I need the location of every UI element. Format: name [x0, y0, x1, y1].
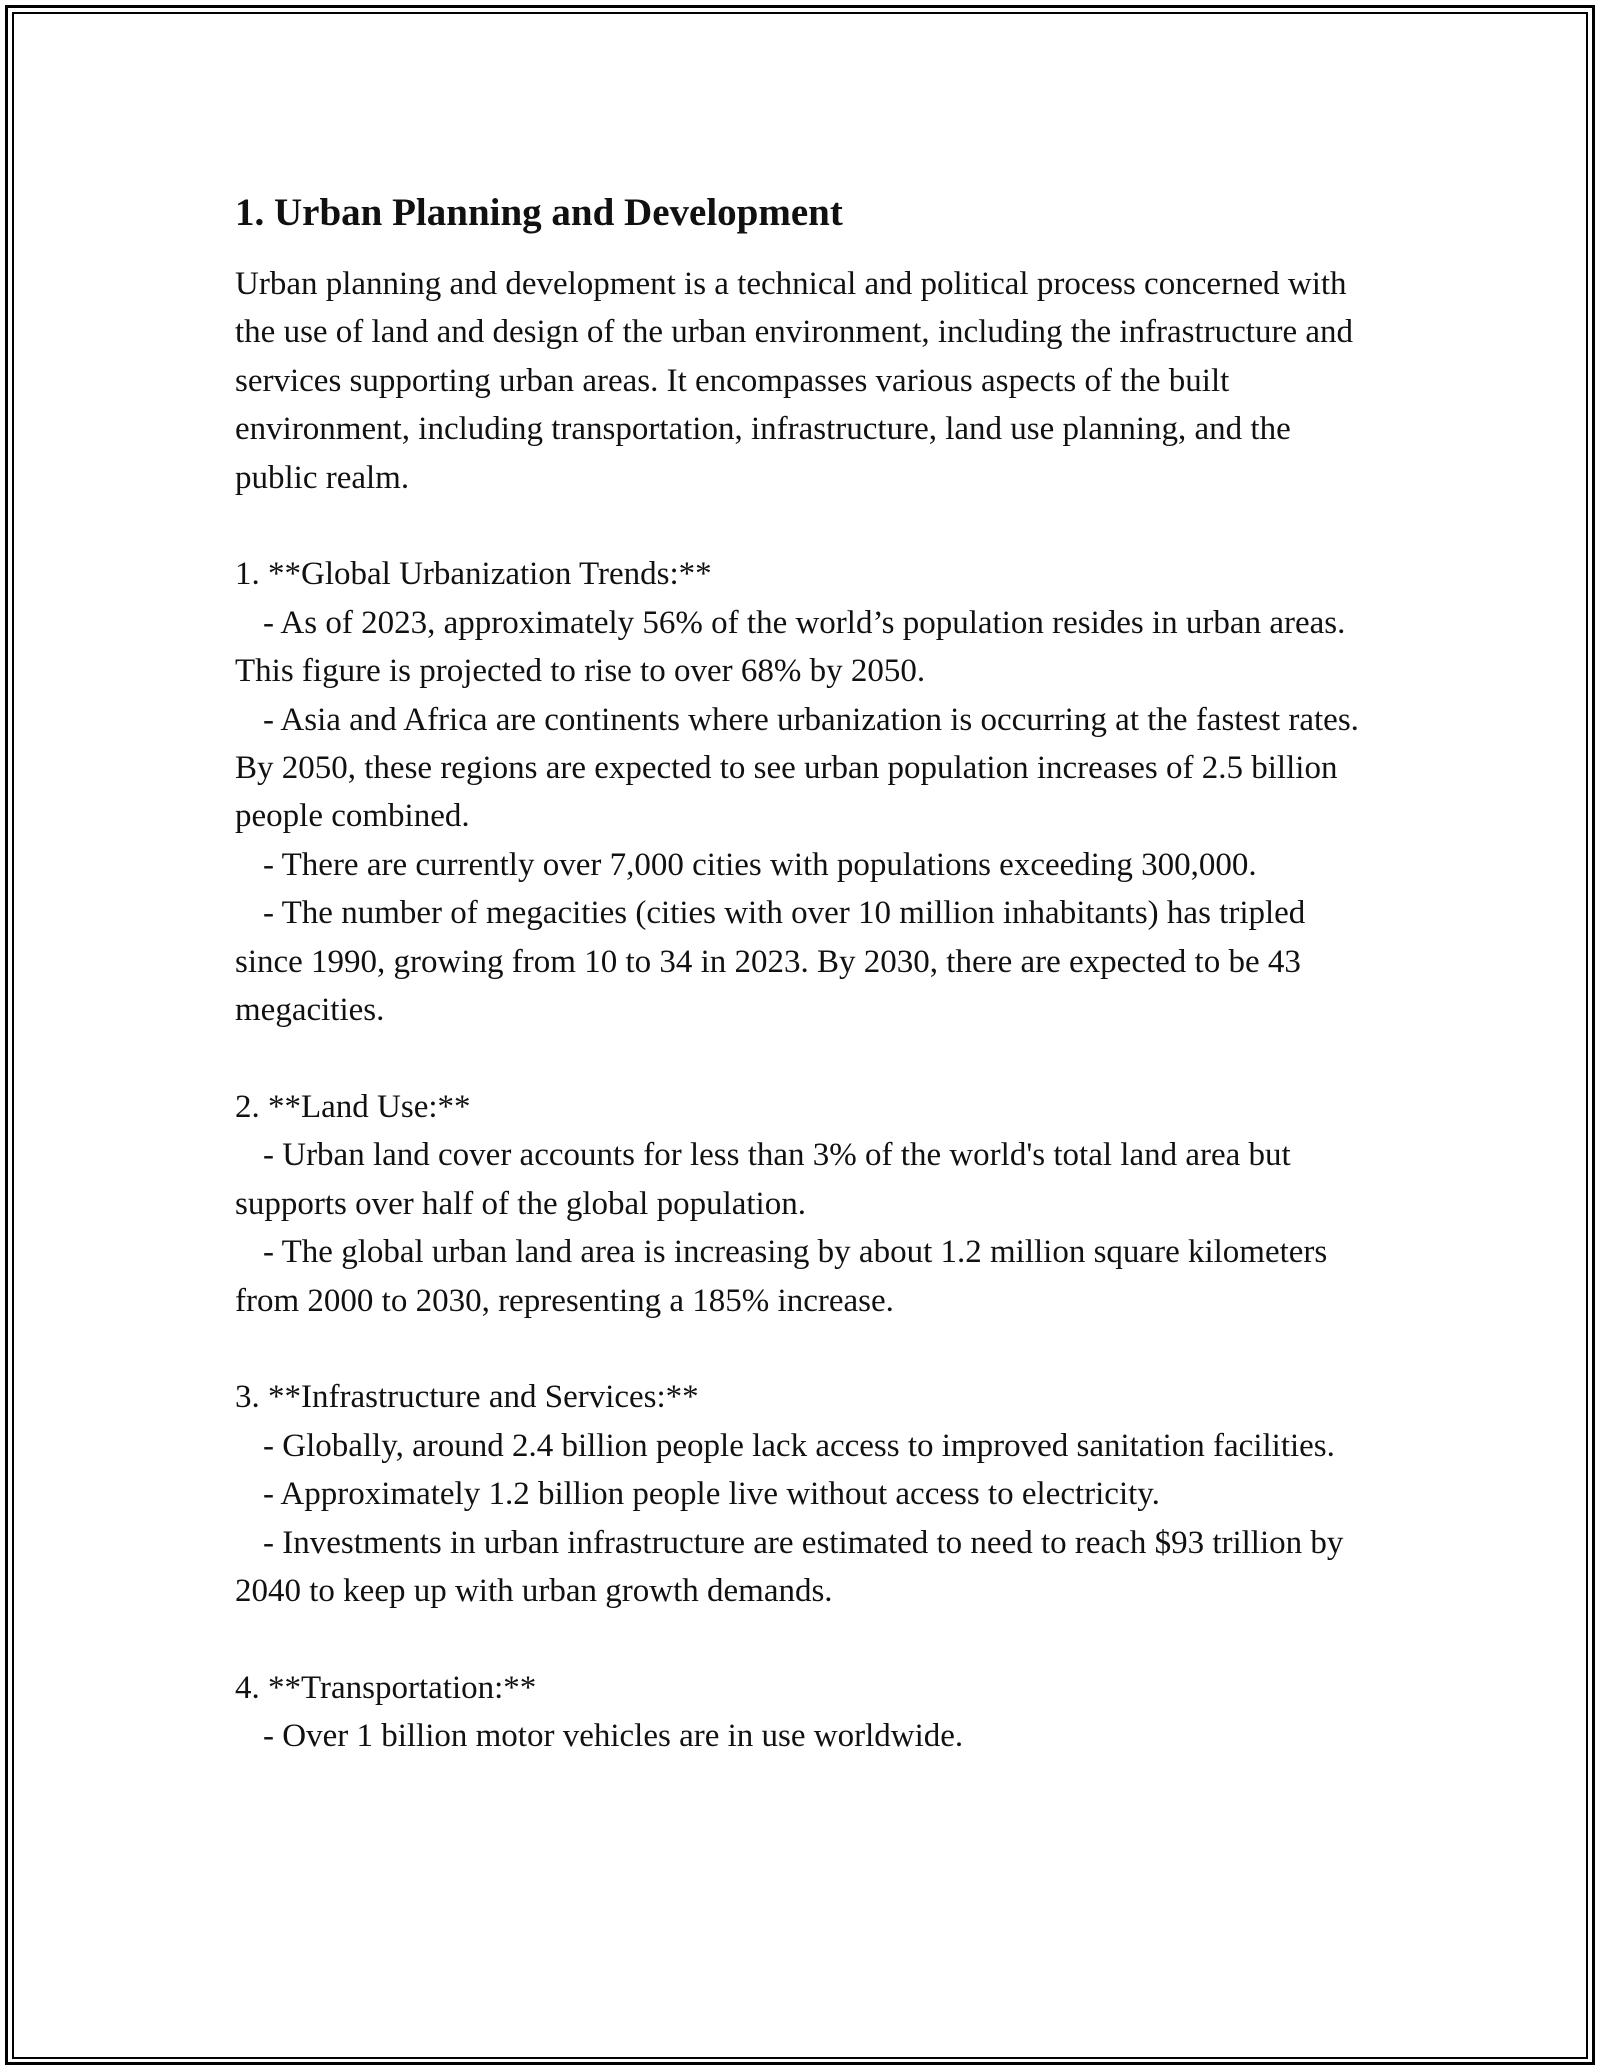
section-heading: 2. **Land Use:**: [235, 1088, 471, 1125]
section-transportation: [235, 1664, 1375, 1761]
bullet-item: - Approximately 1.2 billion people live without access to electricity.: [263, 1476, 1160, 1513]
section-heading: 3. **Infrastructure and Services:**: [235, 1379, 699, 1416]
bullet-item: - Over 1 billion motor vehicles are in use worldwide.: [263, 1718, 964, 1755]
document-body: [235, 186, 1375, 1761]
bullet-item: - The number of megacities (cities with over 10 million inhabitants) has tripled since 1990, growing from 10 to 34 in 2023. By 2030, there are expected to be 43 megacities.: [235, 895, 1306, 1029]
bullet-item: - Asia and Africa are continents where urbanization is occurring at the fastest rates. By 2050, these regions are expected to see urban population increases of 2.5 billion people combined.: [235, 701, 1359, 835]
section-infrastructure-services: [235, 1373, 1375, 1615]
spacer: [235, 1034, 1375, 1082]
bullet-item: - Urban land cover accounts for less than 3% of the world's total land area but supports over half of the global population.: [235, 1137, 1291, 1222]
bullet-item: - The global urban land area is increasing by about 1.2 million square kilometers from 2000 to 2030, representing a 185% increase.: [235, 1234, 1328, 1319]
bullet-item: - As of 2023, approximately 56% of the world’s population resides in urban areas. This figure is projected to rise to over 68% by 2050.: [235, 604, 1346, 690]
spacer: [235, 502, 1375, 550]
bullet-item: - There are currently over 7,000 cities with populations exceeding 300,000.: [263, 846, 1257, 883]
spacer: [235, 1615, 1375, 1663]
section-heading: 4. **Transportation:**: [235, 1669, 537, 1706]
section-land-use: [235, 1083, 1375, 1325]
intro-paragraph: Urban planning and development is a technical and political process concerned with the use of land and design of the urban environment, including the infrastructure and services supporting urban areas. It encompasses various aspects of the built environment, including transportation, infrastructure, land use planning, and the public realm.: [235, 266, 1354, 496]
bullet-item: - Investments in urban infrastructure are estimated to need to reach $93 trillion by 2040 to keep up with urban growth demands.: [235, 1524, 1344, 1609]
spacer: [235, 1325, 1375, 1373]
document-title: 1. Urban Planning and Development: [235, 191, 843, 234]
section-heading: 1. **Global Urbanization Trends:**: [235, 556, 712, 593]
bullet-item: - Globally, around 2.4 billion people lack access to improved sanitation facilities.: [263, 1427, 1335, 1464]
section-urbanization-trends: [235, 550, 1375, 1034]
